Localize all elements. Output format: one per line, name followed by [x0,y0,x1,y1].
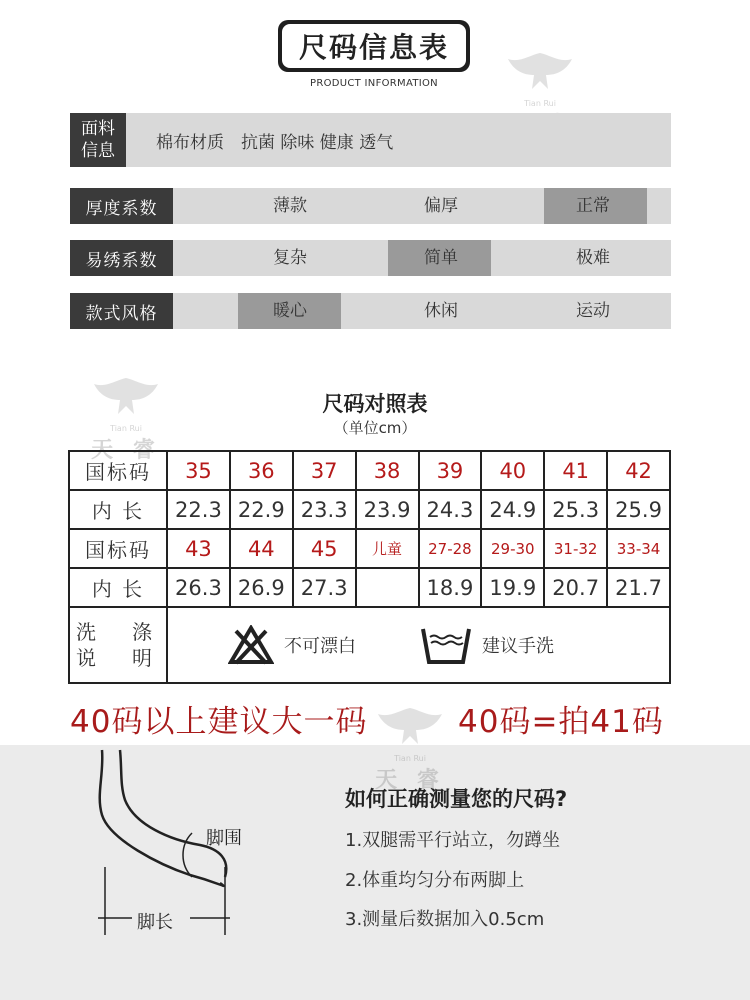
foot-girth-label: 脚围 [206,828,242,849]
size-cell: 37 [293,451,356,490]
table-row [69,607,670,683]
attribute-option: 正常 [576,196,610,216]
row-header: 内 长 [69,490,167,529]
table-row [69,490,670,529]
attribute-label: 厚度系数 [70,188,173,224]
size-cell: 42 [607,451,670,490]
length-cell: 26.3 [167,568,230,607]
length-cell: 20.7 [544,568,607,607]
attribute-option: 运动 [576,301,610,321]
care-header-line1: 洗 涤 [76,620,160,644]
no-bleach-icon [228,625,274,665]
material-value: 棉布材质 抗菌 除味 健康 透气 [126,113,671,167]
material-label-line2: 信息 [81,141,115,161]
promo-right: 40码=拍41码 [458,704,664,740]
watermark-brand-en: Tian Rui [110,424,142,433]
attribute-option: 薄款 [273,196,307,216]
size-table [68,450,671,684]
table-row [69,529,670,568]
dragon-icon [490,45,590,95]
row-header: 国标码 [69,529,167,568]
care-item-hand-wash [420,608,554,682]
length-cell: 18.9 [419,568,482,607]
size-cell: 43 [167,529,230,568]
page-title: 尺码信息表 [282,24,466,68]
attribute-row-embroidery [70,240,671,276]
length-cell: 25.3 [544,490,607,529]
attribute-option: 暖心 [273,301,307,321]
care-header-line2: 说 明 [76,646,160,670]
measure-step: 2.体重均匀分布两脚上 [345,870,525,891]
measure-step: 3.测量后数据加入0.5cm [345,909,545,930]
length-cell: 26.9 [230,568,293,607]
size-cell: 31-32 [544,529,607,568]
length-cell: 22.9 [230,490,293,529]
row-header: 内 长 [69,568,167,607]
size-cell: 36 [230,451,293,490]
length-cell: 25.9 [607,490,670,529]
care-item-no-bleach [228,608,356,682]
material-label-line1: 面料 [81,119,115,139]
size-cell: 38 [356,451,419,490]
length-cell: 19.9 [481,568,544,607]
size-cell: 40 [481,451,544,490]
measure-title: 如何正确测量您的尺码? [345,787,568,811]
attribute-label: 款式风格 [70,293,173,329]
size-cell: 27-28 [419,529,482,568]
attribute-track [173,240,671,276]
watermark-brand-en: Tian Rui [524,99,556,108]
attribute-option: 复杂 [273,248,307,268]
table-row [69,451,670,490]
foot-diagram-icon [80,745,280,945]
watermark-logo [360,700,460,794]
attribute-row-thickness [70,188,671,224]
length-cell: 22.3 [167,490,230,529]
size-cell: 儿童 [356,529,419,568]
table-row [69,568,670,607]
size-cell: 41 [544,451,607,490]
title-badge [278,20,470,72]
watermark-brand-cn: 天 睿 [375,768,445,793]
page-subtitle: PRODUCT INFORMATION [310,78,438,89]
size-cell: 45 [293,529,356,568]
size-cell: 33-34 [607,529,670,568]
length-cell: 23.9 [356,490,419,529]
measure-step: 1.双腿需平行站立，勿蹲坐 [345,830,561,851]
size-chart-unit: （单位cm） [333,419,417,437]
size-cell: 39 [419,451,482,490]
dragon-icon [360,700,460,750]
watermark-brand-cn: 天 睿 [91,438,161,463]
length-cell: 24.9 [481,490,544,529]
care-header [69,607,167,683]
size-cell: 35 [167,451,230,490]
promo-left: 40码以上建议大一码 [70,704,368,740]
care-instructions [167,607,670,683]
attribute-option: 简单 [424,248,458,268]
watermark-brand-en: Tian Rui [394,754,426,763]
attribute-label: 易绣系数 [70,240,173,276]
length-cell: 21.7 [607,568,670,607]
foot-length-label: 脚长 [137,912,173,933]
row-header: 国标码 [69,451,167,490]
size-chart-title: 尺码对照表 [322,392,428,416]
material-label [70,113,126,167]
attribute-row-style [70,293,671,329]
care-label-hand-wash: 建议手洗 [482,636,554,657]
length-cell: 27.3 [293,568,356,607]
attribute-option: 休闲 [424,301,458,321]
attribute-track [173,293,671,329]
care-label-no-bleach: 不可漂白 [284,636,356,657]
length-cell: 23.3 [293,490,356,529]
attribute-option: 极难 [576,248,610,268]
size-cell: 29-30 [481,529,544,568]
length-cell [356,568,419,607]
size-cell: 44 [230,529,293,568]
length-cell: 24.3 [419,490,482,529]
hand-wash-icon [420,625,472,665]
attribute-option: 偏厚 [424,196,458,216]
attribute-track [173,188,671,224]
